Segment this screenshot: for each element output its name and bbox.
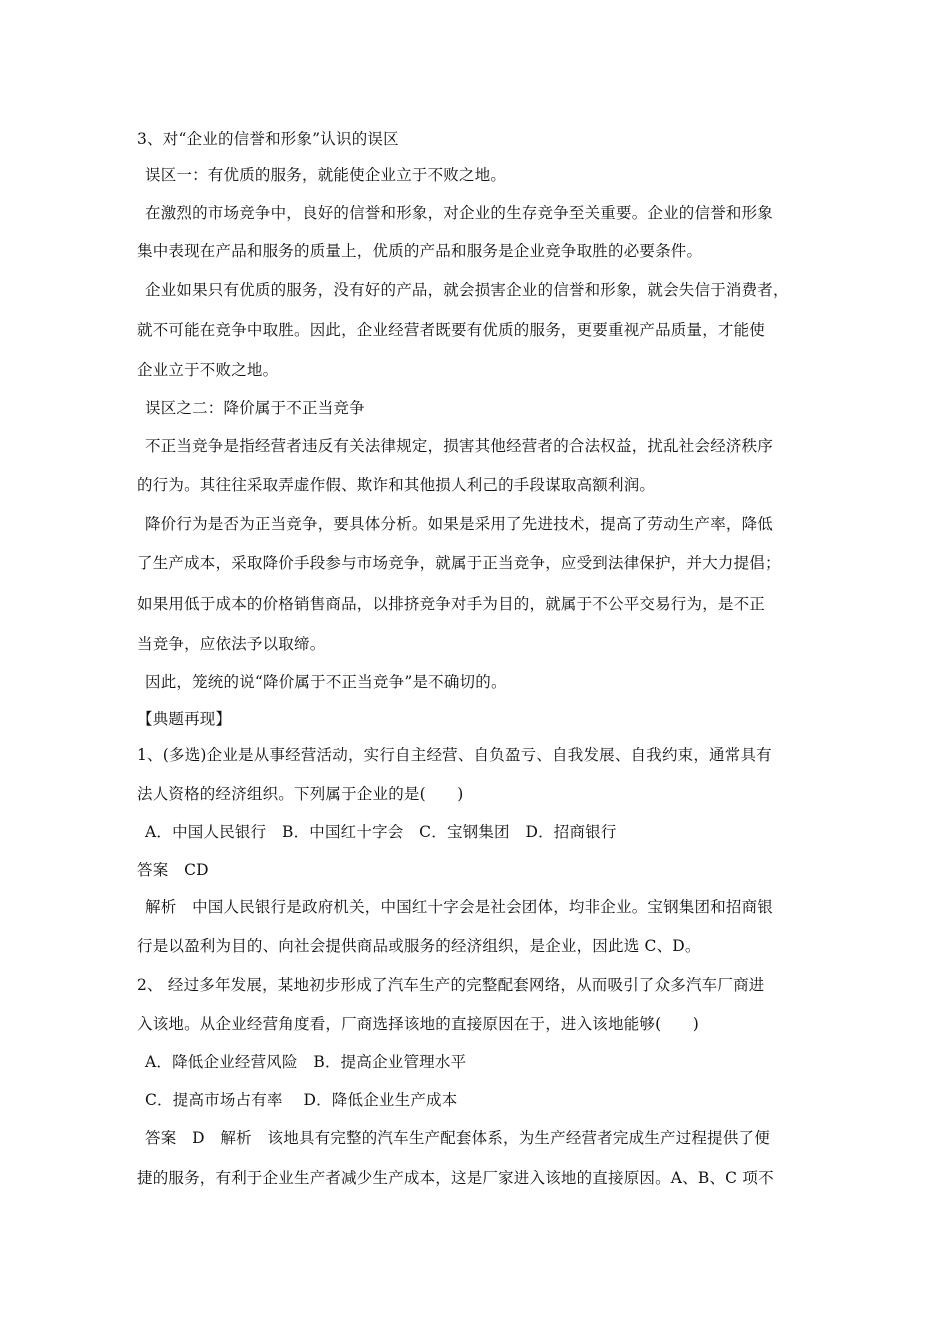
- question-2-line: 入该地。从企业经营角度看，厂商选择该地的直接原因在于，进入该地能够( ): [137, 1015, 699, 1033]
- question-2-options: A．降低企业经营风险 B．提高企业管理水平: [145, 1053, 467, 1071]
- paragraph-line: 如果用低于成本的价格销售商品，以排挤竞争对手为目的，就属于不公平交易行为，是不正: [137, 595, 766, 613]
- question-1-options: A．中国人民银行 B．中国红十字会 C．宝钢集团 D．招商银行: [145, 823, 617, 841]
- paragraph-line: 就不可能在竞争中取胜。因此，企业经营者既要有优质的服务，更要重视产品质量，才能使: [137, 321, 766, 339]
- question-1-line: 1、(多选)企业是从事经营活动，实行自主经营、自负盈亏、自我发展、自我约束，通常具有: [137, 746, 772, 764]
- paragraph-line: 企业如果只有优质的服务，没有好的产品，就会损害企业的信誉和形象，就会失信于消费者，: [145, 281, 789, 299]
- question-2-explanation: 捷的服务，有利于企业生产者减少生产成本，这是厂家进入该地的直接原因。A、B、C 项不: [137, 1169, 774, 1187]
- misconception-one-title: 误区一：有优质的服务，就能使企业立于不败之地。: [145, 166, 507, 184]
- section-heading: 3、对“企业的信誉和形象”认识的误区: [137, 130, 399, 148]
- paragraph-line: 集中表现在产品和服务的质量上，优质的产品和服务是企业竞争取胜的必要条件。: [137, 242, 703, 260]
- question-1-line: 法人资格的经济组织。下列属于企业的是( ): [137, 785, 464, 803]
- examples-heading: 【典题再现】: [137, 710, 232, 728]
- question-2-line: 2、 经过多年发展，某地初步形成了汽车生产的完整配套网络，从而吸引了众多汽车厂商进: [137, 976, 765, 994]
- question-2-answer: 答案 D 解析 该地具有完整的汽车生产配套体系，为生产经营者完成生产过程提供了便: [145, 1129, 770, 1147]
- paragraph-line: 不正当竞争是指经营者违反有关法律规定，损害其他经营者的合法权益，扰乱社会经济秩序: [145, 437, 774, 455]
- paragraph-line: 了生产成本，采取降价手段参与市场竞争，就属于正当竞争，应受到法律保护，并大力提倡；: [137, 554, 781, 572]
- paragraph-line: 因此，笼统的说“降价属于不正当竞争”是不确切的。: [145, 673, 507, 691]
- question-1-explanation: 解析 中国人民银行是政府机关，中国红十字会是社会团体，均非企业。宝钢集团和招商银: [145, 898, 774, 916]
- misconception-two-title: 误区之二：降价属于不正当竞争: [145, 399, 365, 417]
- paragraph-line: 在激烈的市场竞争中，良好的信誉和形象，对企业的生存竞争至关重要。企业的信誉和形象: [145, 204, 774, 222]
- question-1-answer: 答案 CD: [137, 861, 209, 879]
- question-1-explanation: 行是以盈利为目的、向社会提供商品或服务的经济组织，是企业，因此选 C、D。: [137, 937, 701, 955]
- paragraph-line: 企业立于不败之地。: [137, 361, 279, 379]
- paragraph-line: 降价行为是否为正当竞争，要具体分析。如果是采用了先进技术，提高了劳动生产率，降低: [145, 515, 774, 533]
- paragraph-line: 当竞争，应依法予以取缔。: [137, 635, 326, 653]
- paragraph-line: 的行为。其往往采取弄虚作假、欺诈和其他损人利己的手段谋取高额利润。: [137, 476, 656, 494]
- question-2-options: C．提高市场占有率 D．降低企业生产成本: [145, 1091, 458, 1109]
